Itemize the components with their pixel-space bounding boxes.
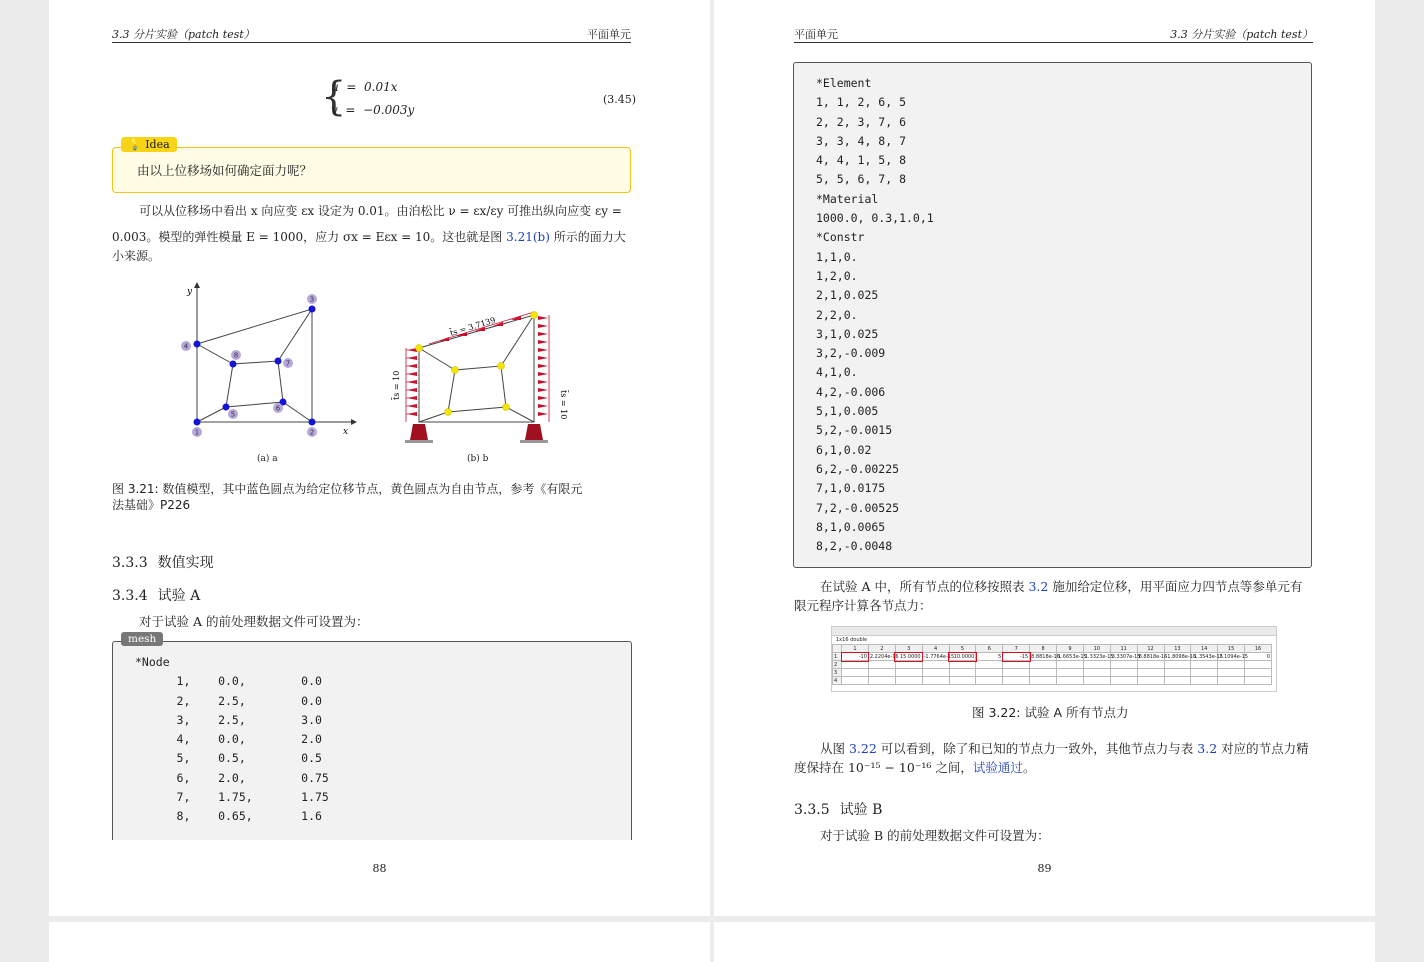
equation-line-2: v = −0.003y xyxy=(331,103,415,117)
sheet-cell[interactable] xyxy=(868,669,895,677)
sheet-cell[interactable] xyxy=(1191,677,1218,685)
sheet-column-header[interactable]: 1 xyxy=(842,645,869,653)
header-chapter-title: 平面单元 xyxy=(587,28,631,41)
sheet-cell[interactable] xyxy=(895,661,922,669)
equation-number: (3.45) xyxy=(603,93,637,106)
variable-editor-screenshot xyxy=(831,626,1277,692)
sheet-cell[interactable] xyxy=(1003,661,1030,669)
code-line: 5,2,-0.0015 xyxy=(816,423,893,438)
sheet-cell[interactable]: -1.8098e-15 xyxy=(1165,653,1197,660)
paragraph-strain: 可以从位移场中看出 x 向应变 εx 设定为 0.01。由泊松比 ν = εx/εy 可推出纵向应变 εy = xyxy=(139,204,622,218)
code-line: 2, 2, 3, 7, 6 xyxy=(816,114,907,129)
node-label: 7 xyxy=(285,359,291,368)
idea-tag xyxy=(121,137,177,152)
equation-line-1: u = 0.01x xyxy=(331,80,398,94)
code-line: 2,1,0.025 xyxy=(816,288,879,303)
node-label: 2 xyxy=(309,428,315,437)
sheet-cell[interactable]: -15 xyxy=(1003,653,1030,661)
sheet-cell[interactable] xyxy=(922,661,949,669)
sheet-column-header[interactable]: 9 xyxy=(1057,645,1084,653)
lightbulb-icon: 💡 xyxy=(128,138,142,151)
section-heading-333 xyxy=(112,552,214,572)
sheet-column-header[interactable]: 15 xyxy=(1218,645,1245,653)
running-header xyxy=(112,26,631,43)
paragraph-text: 度保持在 10⁻¹⁵ − 10⁻¹⁶ 之间， xyxy=(794,760,973,775)
sheet-column-header[interactable]: 12 xyxy=(1137,645,1164,653)
figure-mesh-b xyxy=(389,300,569,450)
section-number: 3.3.5 xyxy=(794,802,830,818)
section-heading-335 xyxy=(794,799,882,819)
paragraph-text-mid: 可以看到，除了和已知的节点力一致外，其他节点力与表 xyxy=(876,741,1198,756)
sheet-column-header[interactable]: 8 xyxy=(1030,645,1057,653)
sheet-column-header[interactable]: 7 xyxy=(1003,645,1030,653)
sheet-cell[interactable] xyxy=(949,661,976,669)
sheet-row-header[interactable]: 2 xyxy=(833,661,842,669)
next-page-right-edge xyxy=(714,922,1375,962)
sheet-cell[interactable]: -1.3543e-15 xyxy=(1192,653,1223,660)
sheet-cell[interactable] xyxy=(1030,677,1057,685)
code-block-element xyxy=(793,62,1312,568)
sheet-row-header[interactable]: 4 xyxy=(833,677,842,685)
sheet-cell[interactable]: 15.0000 xyxy=(895,653,922,661)
node-label: 4 xyxy=(183,342,189,351)
code-line: 1,2,0. xyxy=(816,268,858,283)
paragraph-stress xyxy=(112,228,626,247)
sheet-column-header[interactable]: 13 xyxy=(1164,645,1191,653)
code-line: 1, 0.0, 0.0 xyxy=(135,674,322,689)
paragraph-source: 小来源。 xyxy=(112,249,161,263)
traction-right-label: t̄s = 10 xyxy=(559,390,568,420)
table-ref-link[interactable]: 3.2 xyxy=(1028,579,1049,594)
code-line: 8,2,-0.0048 xyxy=(816,539,893,554)
paragraph-conclusion xyxy=(820,739,1309,758)
sheet-cell[interactable]: -10 xyxy=(842,653,869,661)
sheet-cell[interactable] xyxy=(922,677,949,685)
code-line: 6, 2.0, 0.75 xyxy=(135,770,329,785)
code-line: 1, 1, 2, 6, 5 xyxy=(816,95,907,110)
sheet-column-header[interactable]: 2 xyxy=(868,645,895,653)
sheet-cell[interactable] xyxy=(1110,661,1137,669)
paragraph-text: 从图 xyxy=(820,741,849,756)
section-number: 3.3.3 xyxy=(112,555,148,571)
equation-brace: { xyxy=(321,74,347,120)
sheet-cell[interactable] xyxy=(976,677,1003,685)
sheet-cell[interactable] xyxy=(1057,677,1084,685)
paragraph-trial-b: 对于试验 B 的前处理数据文件可设置为： xyxy=(820,828,1050,843)
code-line: *Element xyxy=(816,76,872,90)
sheet-cell[interactable] xyxy=(868,661,895,669)
node-label: 6 xyxy=(275,404,281,413)
code-line: 2,2,0. xyxy=(816,307,858,322)
sheet-cell[interactable]: 3.3307e-15 xyxy=(1111,653,1141,660)
next-page-left-edge xyxy=(49,922,710,962)
sheet-cell[interactable]: 8.8818e-16 xyxy=(1138,653,1168,660)
paragraph-trial-a-result xyxy=(820,577,1302,596)
paragraph-stress-tail: 所示的面力大 xyxy=(549,230,626,244)
right-page xyxy=(714,0,1375,916)
sheet-cell[interactable] xyxy=(1218,677,1245,685)
sheet-cell[interactable]: 2.1094e-15 xyxy=(1219,653,1248,660)
sheet-cell[interactable] xyxy=(922,669,949,677)
sheet-table xyxy=(832,644,1272,685)
paragraph-text-tail: 对应的节点力精 xyxy=(1217,741,1309,756)
sheet-cell[interactable] xyxy=(1164,661,1191,669)
sheet-cell[interactable] xyxy=(1137,661,1164,669)
sheet-cell[interactable]: 1.6653e-15 xyxy=(1058,653,1087,660)
sheet-cell[interactable]: 8.8818e-16 xyxy=(1031,653,1060,660)
sheet-cell[interactable] xyxy=(976,669,1003,677)
sheet-cell[interactable] xyxy=(842,669,869,677)
section-number: 3.3.4 xyxy=(112,588,148,604)
code-line: 3, 3, 4, 8, 7 xyxy=(816,133,907,148)
paragraph-conclusion-line2 xyxy=(794,758,1035,777)
header-section-title: 3.3 分片实验（patch test） xyxy=(112,28,255,41)
code-line: 5,1,0.005 xyxy=(816,404,879,419)
node-label: 1 xyxy=(194,428,200,437)
code-line: 3, 2.5, 3.0 xyxy=(135,712,322,727)
code-lines xyxy=(135,653,329,827)
traction-left-label: t̄s = 10 xyxy=(392,370,401,400)
sheet-cell[interactable] xyxy=(1137,669,1164,677)
traction-top-label: t̄s = 3.7139 xyxy=(448,315,497,338)
node-label: 5 xyxy=(230,410,236,419)
code-line: 8,1,0.0065 xyxy=(816,519,886,534)
header-chapter-title: 平面单元 xyxy=(794,28,838,41)
figure-caption-line-1: 图 3.21: 数值模型，其中蓝色圆点为给定位移节点，黄色圆点为自由节点，参考《有限元 xyxy=(112,482,583,496)
figure-caption-line-2: 法基础》P226 xyxy=(112,498,191,512)
figure-caption: 图 3.22: 试验 A 所有节点力 xyxy=(972,705,1129,720)
code-line: 5, 5, 6, 7, 8 xyxy=(816,172,907,187)
sheet-cell[interactable]: 5 xyxy=(976,653,1003,661)
code-line: *Material xyxy=(816,191,879,206)
node-label: 3 xyxy=(309,295,315,304)
code-line: 4,1,0. xyxy=(816,365,858,380)
left-page xyxy=(49,0,710,916)
table-ref-link[interactable]: 3.2 xyxy=(1197,741,1218,756)
sheet-cell[interactable] xyxy=(1110,677,1137,685)
code-line: 7,1,0.0175 xyxy=(816,481,886,496)
code-lines xyxy=(816,74,934,556)
paragraph-text: 在试验 A 中，所有节点的位移按照表 xyxy=(820,579,1029,594)
code-line: 6,1,0.02 xyxy=(816,442,872,457)
section-heading-334 xyxy=(112,585,200,605)
sheet-cell[interactable]: 10.0000 xyxy=(949,653,976,661)
code-line: 6,2,-0.00225 xyxy=(816,461,900,476)
page-number: 89 xyxy=(1037,862,1052,875)
sheet-title: 1x16 double xyxy=(836,637,868,643)
figure-ref-link[interactable]: 3.21(b) xyxy=(506,230,550,244)
code-line: 1,1,0. xyxy=(816,249,858,264)
sheet-cell[interactable] xyxy=(1030,669,1057,677)
code-line: 8, 0.65, 1.6 xyxy=(135,809,322,824)
sheet-cell[interactable] xyxy=(1245,669,1272,677)
sheet-corner xyxy=(833,645,842,653)
paragraph-trial-a-line2: 限元程序计算各节点力： xyxy=(794,598,932,613)
sheet-cell[interactable] xyxy=(1003,669,1030,677)
section-title: 试验 B xyxy=(839,802,883,818)
sheet-cell[interactable] xyxy=(1110,669,1137,677)
sheet-cell[interactable] xyxy=(1083,661,1110,669)
code-line: 4, 0.0, 2.0 xyxy=(135,732,322,747)
header-section-title: 3.3 分片实验（patch test） xyxy=(1170,28,1313,41)
sheet-row-header[interactable]: 3 xyxy=(833,669,842,677)
sheet-cell[interactable] xyxy=(842,661,869,669)
code-line: 3,2,-0.009 xyxy=(816,346,886,361)
code-tag: mesh xyxy=(121,632,163,646)
sheet-cell[interactable] xyxy=(976,661,1003,669)
sheet-cell[interactable] xyxy=(1164,677,1191,685)
axis-y-label: y xyxy=(187,287,193,297)
sheet-cell[interactable] xyxy=(1245,661,1272,669)
code-line: 5, 0.5, 0.5 xyxy=(135,751,322,766)
code-line: 7, 1.75, 1.75 xyxy=(135,790,329,805)
sheet-column-header[interactable]: 6 xyxy=(976,645,1003,653)
sheet-cell[interactable] xyxy=(842,677,869,685)
node-label: 8 xyxy=(233,351,239,360)
paragraph-trial-a: 对于试验 A 的前处理数据文件可设置为： xyxy=(139,614,369,629)
sheet-cell[interactable]: 1.3323e-15 xyxy=(1084,653,1114,660)
sheet-cell[interactable] xyxy=(1083,669,1110,677)
sheet-cell[interactable] xyxy=(1191,669,1218,677)
sheet-cell[interactable]: 2.2204e-16 xyxy=(869,653,899,660)
sheet-cell[interactable] xyxy=(1057,669,1084,677)
code-line: *Constr xyxy=(816,230,865,245)
sheet-column-header[interactable]: 16 xyxy=(1245,645,1272,653)
sheet-column-header[interactable]: 3 xyxy=(895,645,922,653)
sheet-column-header[interactable]: 10 xyxy=(1083,645,1110,653)
sheet-cell[interactable] xyxy=(868,677,895,685)
figure-mesh-a xyxy=(179,282,359,442)
code-line: 7,2,-0.00525 xyxy=(816,500,900,515)
sheet-cell[interactable] xyxy=(949,677,976,685)
code-line: 4,2,-0.006 xyxy=(816,384,886,399)
subfigure-b-label: (b) b xyxy=(467,454,489,464)
sheet-cell[interactable] xyxy=(1137,677,1164,685)
trial-passed-link[interactable]: 试验通过 xyxy=(972,760,1023,775)
sheet-column-header[interactable]: 14 xyxy=(1191,645,1218,653)
idea-text: 由以上位移场如何确定面力呢？ xyxy=(137,163,313,178)
sheet-cell[interactable] xyxy=(1245,677,1272,685)
sheet-cell[interactable] xyxy=(895,677,922,685)
code-line: 3,1,0.025 xyxy=(816,326,879,341)
sheet-cell[interactable] xyxy=(1218,669,1245,677)
code-line: 2, 2.5, 0.0 xyxy=(135,693,322,708)
sheet-cell[interactable] xyxy=(1003,677,1030,685)
page-number: 88 xyxy=(372,862,387,875)
section-title: 数值实现 xyxy=(157,555,214,571)
paragraph-stress-text: 0.003。模型的弹性模量 E = 1000，应力 σx = Eεx = 10。这也就是图 xyxy=(112,230,507,244)
axis-x-label: x xyxy=(343,427,349,437)
sheet-column-header[interactable]: 11 xyxy=(1110,645,1137,653)
sheet-cell[interactable] xyxy=(1164,669,1191,677)
sheet-column-header[interactable]: 5 xyxy=(949,645,976,653)
sheet-cell[interactable]: -1.7764e-15 xyxy=(923,653,955,660)
code-line: 4, 4, 1, 5, 8 xyxy=(816,153,907,168)
sheet-toolbar xyxy=(832,627,1276,636)
figure-ref-link[interactable]: 3.22 xyxy=(848,741,877,756)
code-block-mesh xyxy=(112,641,632,840)
code-line: 1000.0, 0.3,1.0,1 xyxy=(816,211,934,226)
subfigure-a-label: (a) a xyxy=(257,454,278,464)
sheet-row-header[interactable]: 1 xyxy=(833,653,842,661)
section-title: 试验 A xyxy=(157,588,201,604)
sheet-column-header[interactable]: 4 xyxy=(922,645,949,653)
sheet-cell[interactable] xyxy=(1057,661,1084,669)
idea-tag-label: Idea xyxy=(145,138,170,151)
sheet-cell[interactable] xyxy=(1083,677,1110,685)
paragraph-end: 。 xyxy=(1022,760,1036,775)
sheet-cell[interactable] xyxy=(1191,661,1218,669)
running-header xyxy=(794,26,1313,43)
sheet-cell[interactable] xyxy=(949,669,976,677)
paragraph-text-tail: 施加给定位移，用平面应力四节点等参单元有 xyxy=(1048,579,1303,594)
sheet-cell[interactable] xyxy=(1218,661,1245,669)
sheet-cell[interactable] xyxy=(1030,661,1057,669)
code-line: *Node xyxy=(135,655,170,669)
sheet-cell[interactable]: 0 xyxy=(1245,653,1272,661)
sheet-cell[interactable] xyxy=(895,669,922,677)
